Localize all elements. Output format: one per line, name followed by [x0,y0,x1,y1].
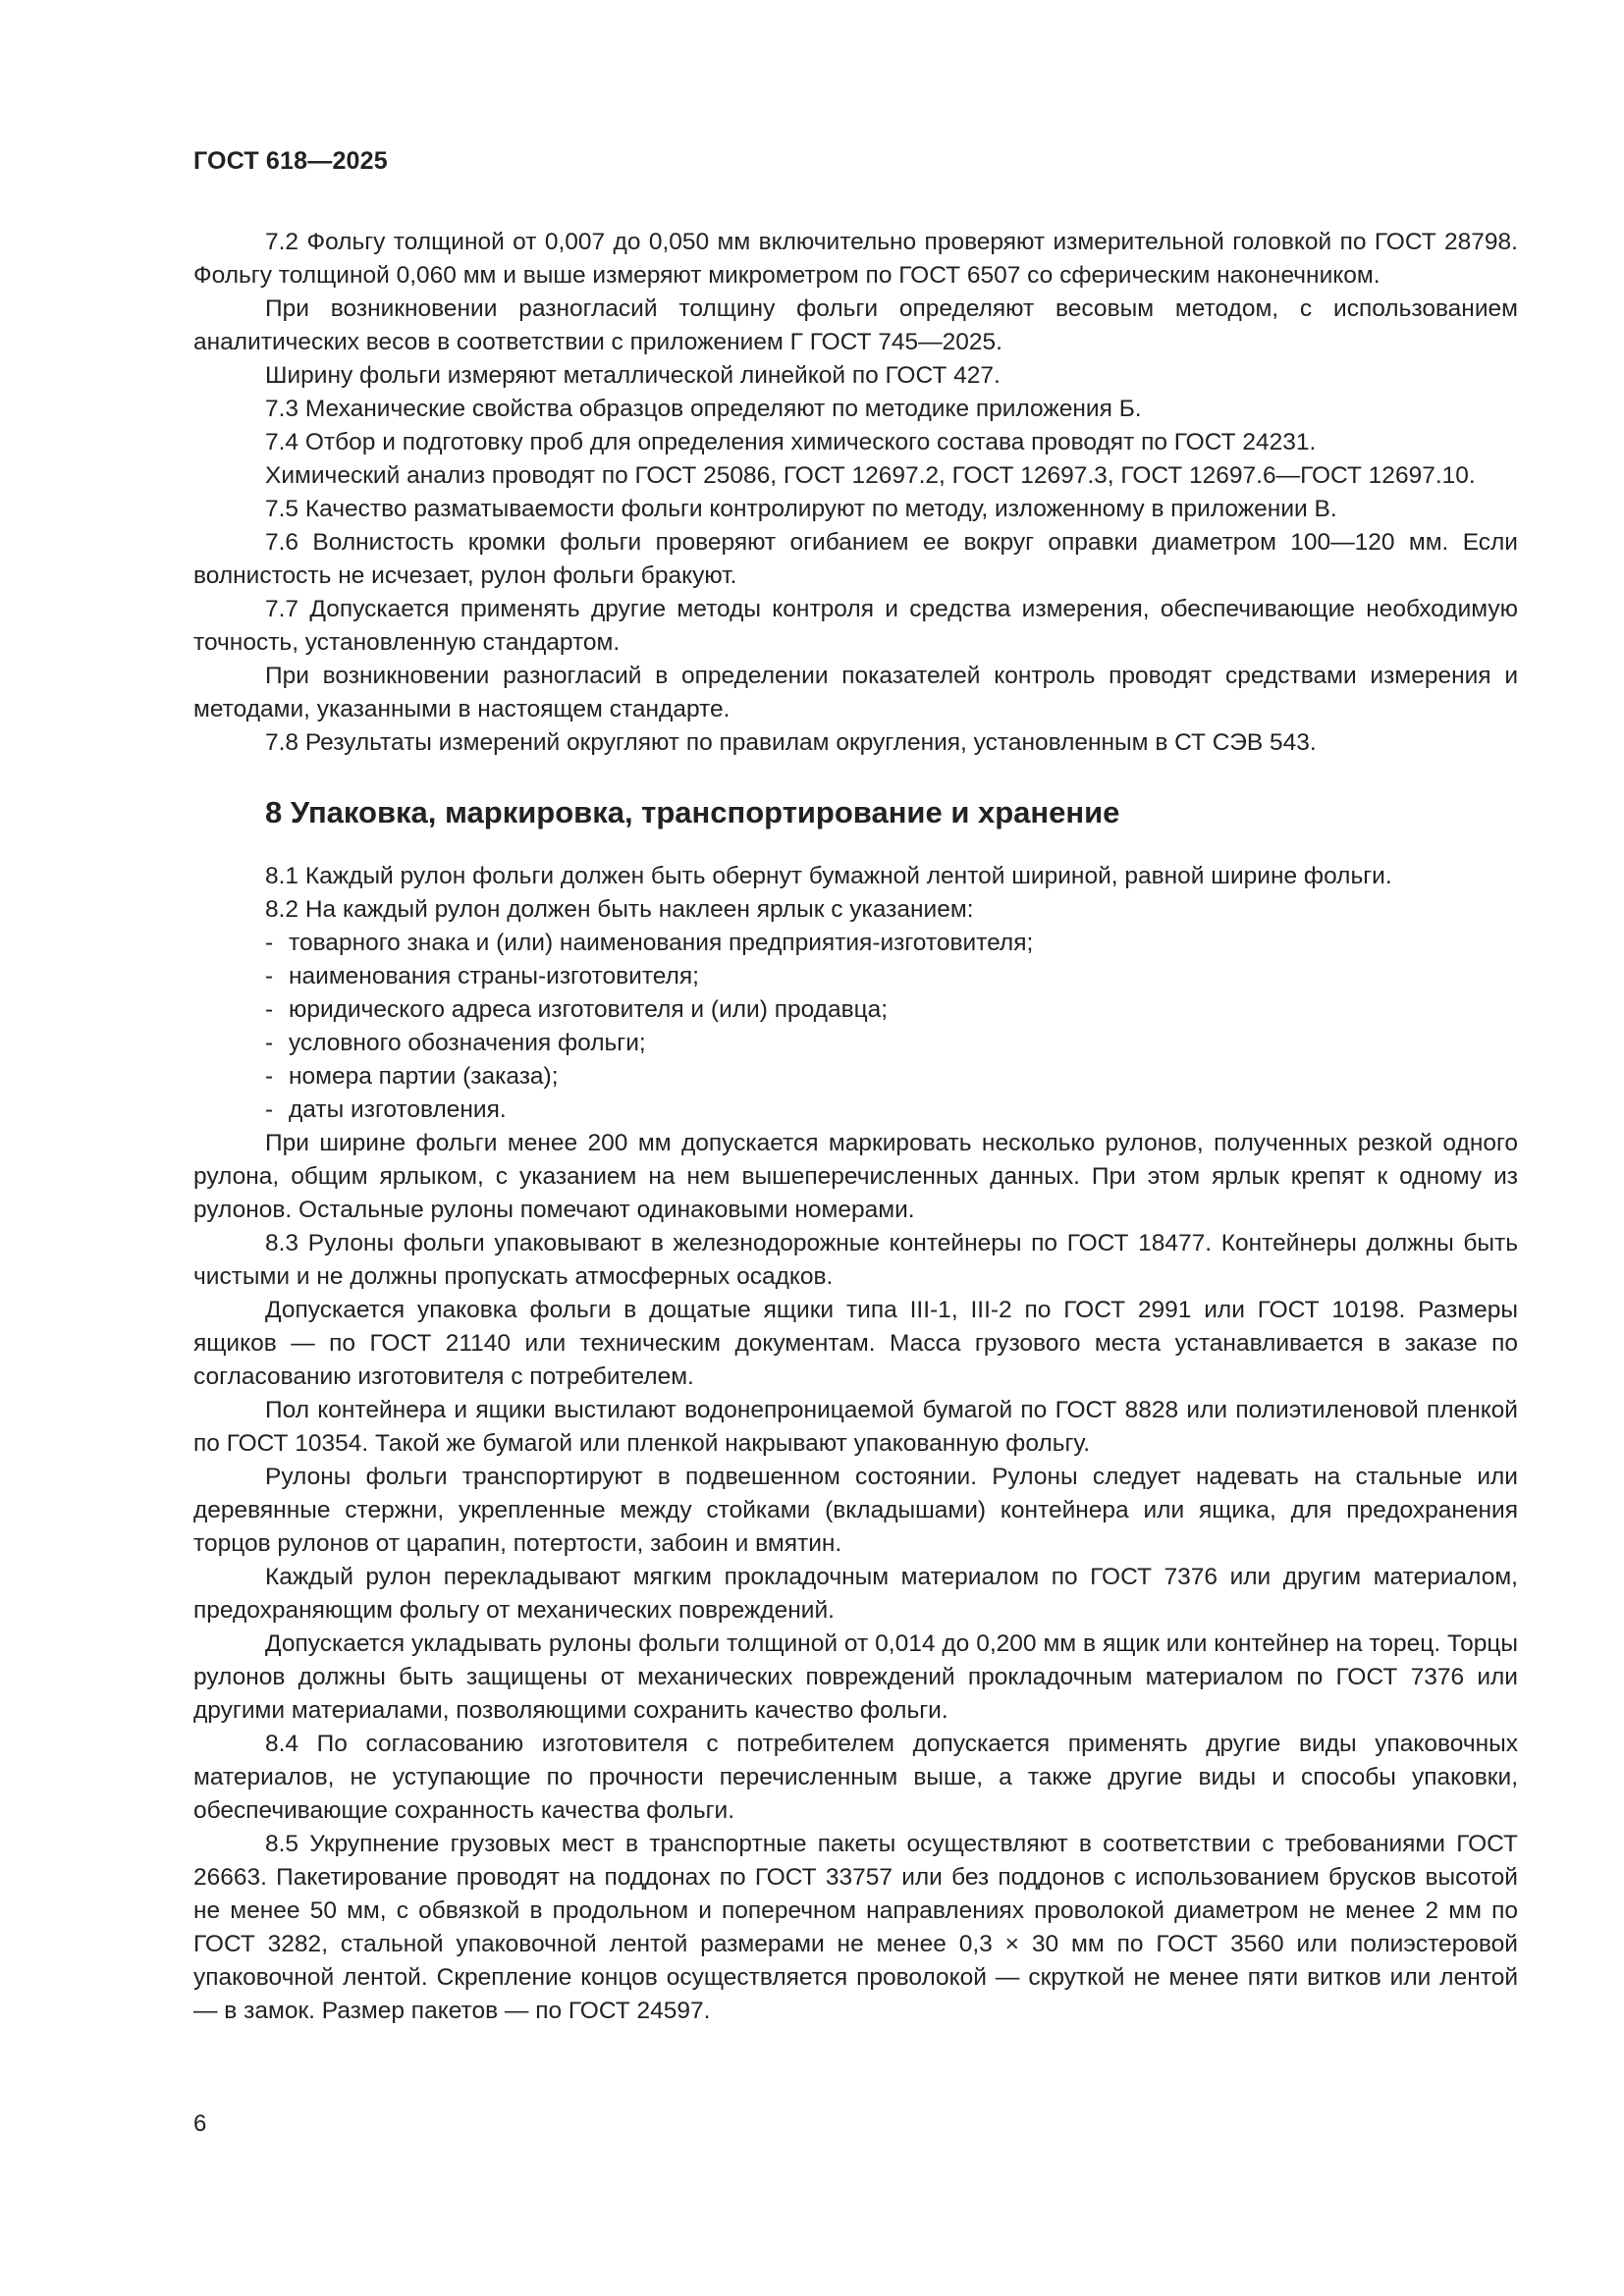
paragraph: 7.8 Результаты измерений округляют по правилам округления, установленным в СТ СЭВ 543. [265,729,1317,756]
paragraph: 8.1 Каждый рулон фольги должен быть обернут бумажной лентой шириной, равной ширине фольги. [265,863,1392,889]
list-item-text: юридического адреса изготовителя и (или) продавца; [289,996,889,1023]
paragraph: Пол контейнера и ящики выстилают водонепроницаемой бумагой по ГОСТ 8828 или полиэтиленовой пленкой по ГОСТ 10354. Такой же бумагой или пленкой накрывают упакованную фольгу. [193,1397,1518,1457]
paragraph: 7.5 Качество разматываемости фольги контролируют по методу, изложенному в приложении В. [265,496,1337,522]
bullet-dash: - [265,1030,274,1056]
paragraph: Рулоны фольги транспортируют в подвешенном состоянии. Рулоны следует надевать на стальные или деревянные стержни, укрепленные между стойками (вкладышами) контейнера или ящика, для предохранения торцов рулонов от царапин, потертости, забоин и вмятин. [193,1464,1518,1557]
list-item [193,1027,1518,1060]
bullet-dash: - [265,930,274,956]
paragraph: Ширину фольги измеряют металлической линейкой по ГОСТ 427. [265,362,1001,389]
paragraph: 8.2 На каждый рулон должен быть наклеен ярлык с указанием: [265,896,974,923]
list-item-text: условного обозначения фольги; [289,1030,646,1056]
list-item [193,960,1518,993]
paragraph: 8.4 По согласованию изготовителя с потребителем допускается применять другие виды упаковочных материалов, не уступающие по прочности перечисленным выше, а также другие виды и способы упаковки, обеспечивающие сохранность качества фольги. [193,1731,1518,1824]
paragraph: 7.4 Отбор и подготовку проб для определения химического состава проводят по ГОСТ 24231. [265,429,1317,455]
list-item [193,993,1518,1027]
paragraph: Допускается упаковка фольги в дощатые ящики типа III-1, III-2 по ГОСТ 2991 или ГОСТ 10198. Размеры ящиков — по ГОСТ 21140 или техническим документам. Масса грузового места устанавливается в заказе по согласованию изготовителя с потребителем. [193,1297,1518,1390]
list-item [193,1094,1518,1127]
paragraph: При возникновении разногласий толщину фольги определяют весовым методом, с использованием аналитических весов в соответствии с приложением Г ГОСТ 745—2025. [193,295,1518,355]
paragraph: Каждый рулон перекладывают мягким прокладочным материалом по ГОСТ 7376 или другим материалом, предохраняющим фольгу от механических повреждений. [193,1564,1518,1624]
paragraph: При ширине фольги менее 200 мм допускается маркировать несколько рулонов, полученных резкой одного рулона, общим ярлыком, с указанием на нем вышеперечисленных данных. При этом ярлык крепят к одному из рулонов. Остальные рулоны помечают одинаковыми номерами. [193,1130,1518,1223]
list-item [193,1060,1518,1094]
paragraph: Допускается укладывать рулоны фольги толщиной от 0,014 до 0,200 мм в ящик или контейнер на торец. Торцы рулонов должны быть защищены от механических повреждений прокладочным материалом по ГОСТ 7376 или другими материалами, позволяющими сохранить качество фольги. [193,1630,1518,1724]
page-number: 6 [193,2110,207,2137]
list-item-text: номера партии (заказа); [289,1063,559,1090]
page-content [193,226,1518,2028]
bullet-dash: - [265,1063,274,1090]
list-item-text: товарного знака и (или) наименования предприятия-изготовителя; [289,930,1034,956]
paragraph: 7.2 Фольгу толщиной от 0,007 до 0,050 мм включительно проверяют измерительной головкой по ГОСТ 28798. Фольгу толщиной 0,060 мм и выше измеряют микрометром по ГОСТ 6507 со сферическим наконечником. [193,229,1518,289]
bullet-dash: - [265,963,274,989]
list-item-text: наименования страны-изготовителя; [289,963,699,989]
paragraph: 8.3 Рулоны фольги упаковывают в железнодорожные контейнеры по ГОСТ 18477. Контейнеры должны быть чистыми и не должны пропускать атмосферных осадков. [193,1230,1518,1290]
paragraph: При возникновении разногласий в определении показателей контроль проводят средствами измерения и методами, указанными в настоящем стандарте. [193,663,1518,722]
paragraph: 7.3 Механические свойства образцов определяют по методике приложения Б. [265,396,1142,422]
bullet-dash: - [265,996,274,1023]
bullet-dash: - [265,1096,274,1123]
section-heading: 8 Упаковка, маркировка, транспортирование и хранение [265,795,1120,829]
document-code-header: ГОСТ 618—2025 [193,147,388,175]
list-item [193,927,1518,960]
paragraph: 7.6 Волнистость кромки фольги проверяют огибанием ее вокруг оправки диаметром 100—120 мм. Если волнистость не исчезает, рулон фольги бракуют. [193,529,1518,589]
paragraph: 7.7 Допускается применять другие методы контроля и средства измерения, обеспечивающие необходимую точность, установленную стандартом. [193,596,1518,656]
paragraph: 8.5 Укрупнение грузовых мест в транспортные пакеты осуществляют в соответствии с требованиями ГОСТ 26663. Пакетирование проводят на поддонах по ГОСТ 33757 или без поддонов с использованием брусков высотой не менее 50 мм, с обвязкой в продольном и поперечном направлениях проволокой диаметром не менее 2 мм по ГОСТ 3282, стальной упаковочной лентой размерами не менее 0,3 × 30 мм по ГОСТ 3560 или полиэстеровой упаковочной лентой. Скрепление концов осуществляется проволокой — скруткой не менее пяти витков или лентой — в замок. Размер пакетов — по ГОСТ 24597. [193,1831,1518,2024]
paragraph: Химический анализ проводят по ГОСТ 25086, ГОСТ 12697.2, ГОСТ 12697.3, ГОСТ 12697.6—ГОСТ 12697.10. [265,462,1476,489]
list-item-text: даты изготовления. [289,1096,507,1123]
